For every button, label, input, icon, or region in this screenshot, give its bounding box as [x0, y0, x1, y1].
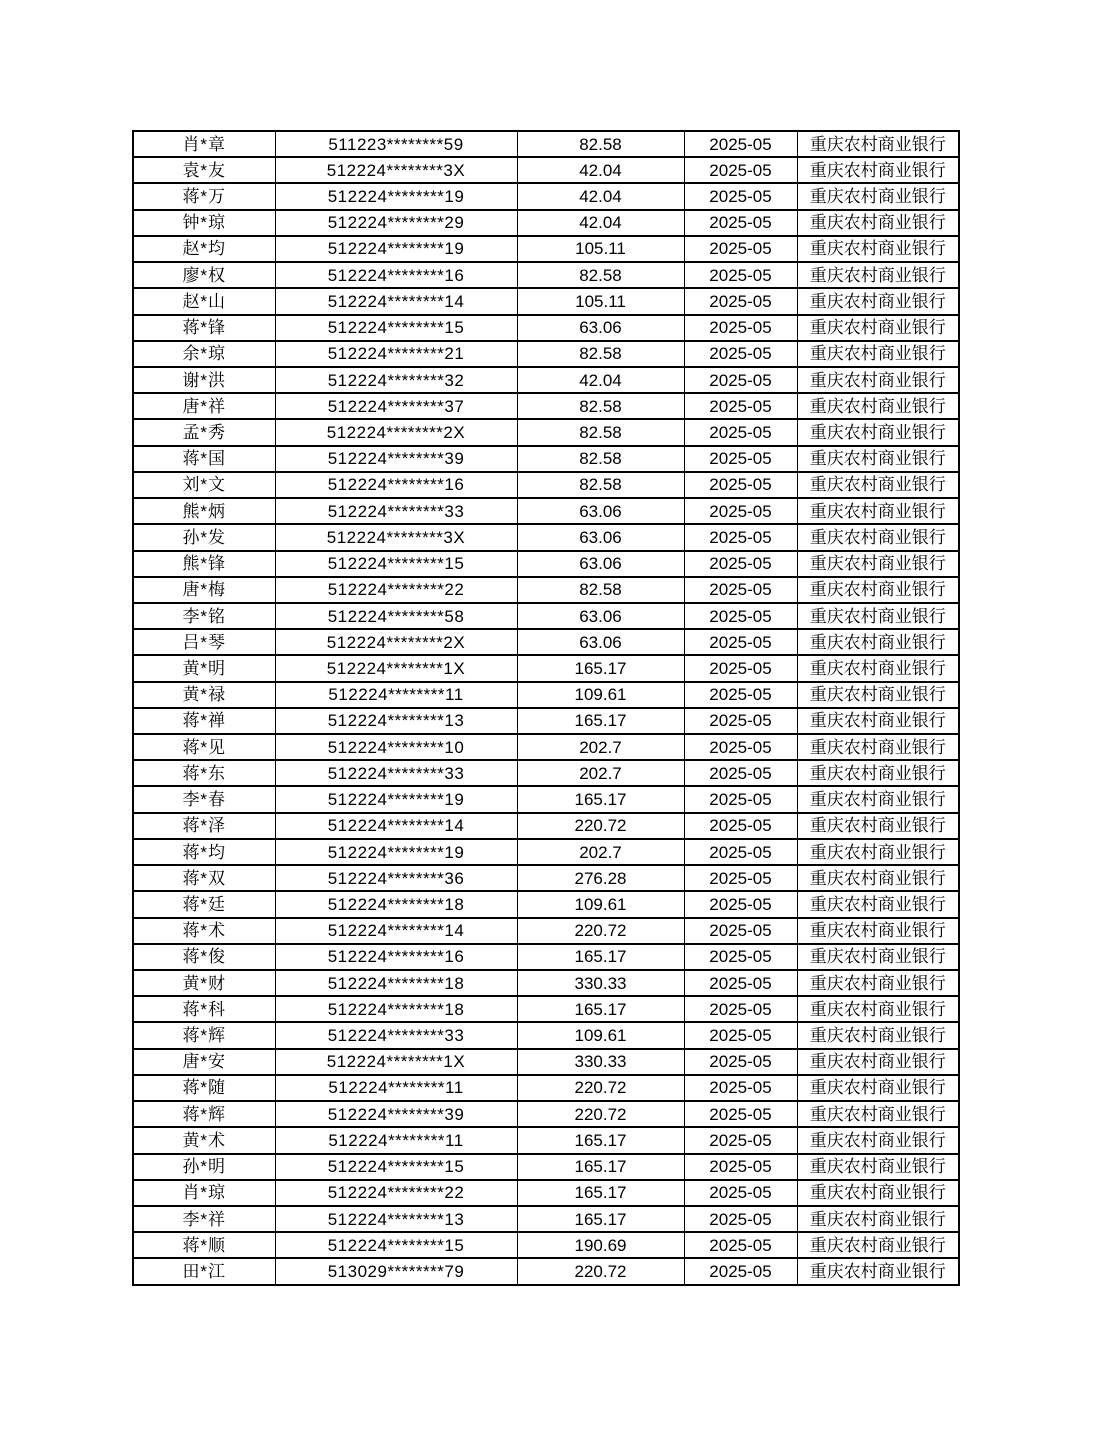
- month-cell: 2025-05: [684, 996, 797, 1022]
- month-cell: 2025-05: [684, 1258, 797, 1285]
- name-cell: 唐*梅: [133, 577, 275, 603]
- table-row: [133, 131, 959, 157]
- name-cell: 蒋*禅: [133, 708, 275, 734]
- amount-cell: 165.17: [517, 708, 684, 734]
- bank-cell: 重庆农村商业银行: [797, 918, 959, 944]
- month-cell: 2025-05: [684, 288, 797, 314]
- id-number-cell: 512224********33: [275, 498, 517, 524]
- id-number-cell: 512224********14: [275, 918, 517, 944]
- bank-cell: 重庆农村商业银行: [797, 1127, 959, 1153]
- amount-cell: 63.06: [517, 315, 684, 341]
- amount-cell: 63.06: [517, 551, 684, 577]
- bank-cell: 重庆农村商业银行: [797, 157, 959, 183]
- table-row: [133, 577, 959, 603]
- name-cell: 李*铭: [133, 603, 275, 629]
- id-number-cell: 512224********33: [275, 760, 517, 786]
- month-cell: 2025-05: [684, 1049, 797, 1075]
- table-row: [133, 210, 959, 236]
- bank-cell: 重庆农村商业银行: [797, 183, 959, 209]
- amount-cell: 330.33: [517, 970, 684, 996]
- bank-cell: 重庆农村商业银行: [797, 708, 959, 734]
- name-cell: 孙*发: [133, 524, 275, 550]
- id-number-cell: 512224********13: [275, 1206, 517, 1232]
- name-cell: 熊*锋: [133, 551, 275, 577]
- id-number-cell: 512224********3X: [275, 157, 517, 183]
- table-row: [133, 1232, 959, 1258]
- month-cell: 2025-05: [684, 524, 797, 550]
- bank-cell: 重庆农村商业银行: [797, 419, 959, 445]
- table-row: [133, 315, 959, 341]
- amount-cell: 165.17: [517, 786, 684, 812]
- bank-cell: 重庆农村商业银行: [797, 446, 959, 472]
- amount-cell: 220.72: [517, 813, 684, 839]
- amount-cell: 276.28: [517, 865, 684, 891]
- amount-cell: 220.72: [517, 1258, 684, 1285]
- month-cell: 2025-05: [684, 1101, 797, 1127]
- name-cell: 余*琼: [133, 341, 275, 367]
- name-cell: 李*祥: [133, 1206, 275, 1232]
- bank-cell: 重庆农村商业银行: [797, 524, 959, 550]
- bank-cell: 重庆农村商业银行: [797, 760, 959, 786]
- id-number-cell: 513029********79: [275, 1258, 517, 1285]
- name-cell: 黄*明: [133, 655, 275, 681]
- amount-cell: 63.06: [517, 603, 684, 629]
- bank-cell: 重庆农村商业银行: [797, 970, 959, 996]
- month-cell: 2025-05: [684, 498, 797, 524]
- month-cell: 2025-05: [684, 1022, 797, 1048]
- month-cell: 2025-05: [684, 629, 797, 655]
- id-number-cell: 512224********15: [275, 551, 517, 577]
- name-cell: 蒋*东: [133, 760, 275, 786]
- id-number-cell: 512224********11: [275, 682, 517, 708]
- amount-cell: 42.04: [517, 210, 684, 236]
- month-cell: 2025-05: [684, 708, 797, 734]
- amount-cell: 165.17: [517, 1127, 684, 1153]
- month-cell: 2025-05: [684, 157, 797, 183]
- name-cell: 李*春: [133, 786, 275, 812]
- month-cell: 2025-05: [684, 236, 797, 262]
- id-number-cell: 512224********15: [275, 315, 517, 341]
- id-number-cell: 512224********58: [275, 603, 517, 629]
- name-cell: 蒋*顺: [133, 1232, 275, 1258]
- table-row: [133, 603, 959, 629]
- table-row: [133, 183, 959, 209]
- id-number-cell: 512224********32: [275, 367, 517, 393]
- table-row: [133, 419, 959, 445]
- bank-cell: 重庆农村商业银行: [797, 944, 959, 970]
- name-cell: 蒋*俊: [133, 944, 275, 970]
- name-cell: 蒋*锋: [133, 315, 275, 341]
- amount-cell: 330.33: [517, 1049, 684, 1075]
- name-cell: 黄*禄: [133, 682, 275, 708]
- table-row: [133, 996, 959, 1022]
- bank-cell: 重庆农村商业银行: [797, 839, 959, 865]
- month-cell: 2025-05: [684, 1180, 797, 1206]
- table-row: [133, 970, 959, 996]
- month-cell: 2025-05: [684, 865, 797, 891]
- id-number-cell: 512224********19: [275, 236, 517, 262]
- table-row: [133, 1154, 959, 1180]
- name-cell: 钟*琼: [133, 210, 275, 236]
- table-row: [133, 891, 959, 917]
- month-cell: 2025-05: [684, 446, 797, 472]
- id-number-cell: 512224********18: [275, 891, 517, 917]
- month-cell: 2025-05: [684, 603, 797, 629]
- amount-cell: 105.11: [517, 288, 684, 314]
- month-cell: 2025-05: [684, 760, 797, 786]
- month-cell: 2025-05: [684, 341, 797, 367]
- amount-cell: 82.58: [517, 131, 684, 157]
- name-cell: 黄*术: [133, 1127, 275, 1153]
- amount-cell: 165.17: [517, 1154, 684, 1180]
- table-row: [133, 1022, 959, 1048]
- bank-cell: 重庆农村商业银行: [797, 498, 959, 524]
- bank-cell: 重庆农村商业银行: [797, 577, 959, 603]
- table-row: [133, 682, 959, 708]
- name-cell: 蒋*辉: [133, 1022, 275, 1048]
- name-cell: 刘*文: [133, 472, 275, 498]
- name-cell: 唐*祥: [133, 393, 275, 419]
- bank-cell: 重庆农村商业银行: [797, 786, 959, 812]
- table-row: [133, 472, 959, 498]
- amount-cell: 63.06: [517, 629, 684, 655]
- month-cell: 2025-05: [684, 393, 797, 419]
- name-cell: 蒋*国: [133, 446, 275, 472]
- month-cell: 2025-05: [684, 262, 797, 288]
- id-number-cell: 512224********37: [275, 393, 517, 419]
- amount-cell: 202.7: [517, 760, 684, 786]
- id-number-cell: 512224********18: [275, 996, 517, 1022]
- bank-cell: 重庆农村商业银行: [797, 393, 959, 419]
- month-cell: 2025-05: [684, 472, 797, 498]
- month-cell: 2025-05: [684, 131, 797, 157]
- name-cell: 孟*秀: [133, 419, 275, 445]
- bank-cell: 重庆农村商业银行: [797, 1022, 959, 1048]
- month-cell: 2025-05: [684, 1075, 797, 1101]
- table-row: [133, 262, 959, 288]
- table-row: [133, 341, 959, 367]
- name-cell: 蒋*泽: [133, 813, 275, 839]
- table-row: [133, 1127, 959, 1153]
- amount-cell: 165.17: [517, 1180, 684, 1206]
- name-cell: 赵*均: [133, 236, 275, 262]
- table-row: [133, 918, 959, 944]
- table-row: [133, 1258, 959, 1285]
- bank-cell: 重庆农村商业银行: [797, 341, 959, 367]
- id-number-cell: 512224********1X: [275, 655, 517, 681]
- month-cell: 2025-05: [684, 577, 797, 603]
- id-number-cell: 512224********33: [275, 1022, 517, 1048]
- id-number-cell: 512224********19: [275, 786, 517, 812]
- id-number-cell: 512224********18: [275, 970, 517, 996]
- name-cell: 黄*财: [133, 970, 275, 996]
- bank-cell: 重庆农村商业银行: [797, 891, 959, 917]
- id-number-cell: 512224********11: [275, 1127, 517, 1153]
- name-cell: 蒋*均: [133, 839, 275, 865]
- id-number-cell: 512224********2X: [275, 629, 517, 655]
- amount-cell: 220.72: [517, 1101, 684, 1127]
- id-number-cell: 512224********15: [275, 1232, 517, 1258]
- month-cell: 2025-05: [684, 551, 797, 577]
- id-number-cell: 512224********16: [275, 944, 517, 970]
- bank-cell: 重庆农村商业银行: [797, 1075, 959, 1101]
- bank-cell: 重庆农村商业银行: [797, 1049, 959, 1075]
- month-cell: 2025-05: [684, 315, 797, 341]
- table-row: [133, 393, 959, 419]
- amount-cell: 105.11: [517, 236, 684, 262]
- table-row: [133, 498, 959, 524]
- table-row: [133, 944, 959, 970]
- table-row: [133, 786, 959, 812]
- bank-cell: 重庆农村商业银行: [797, 1232, 959, 1258]
- bank-cell: 重庆农村商业银行: [797, 813, 959, 839]
- table-row: [133, 288, 959, 314]
- id-number-cell: 512224********14: [275, 288, 517, 314]
- month-cell: 2025-05: [684, 682, 797, 708]
- table-row: [133, 1049, 959, 1075]
- id-number-cell: 512224********11: [275, 1075, 517, 1101]
- amount-cell: 42.04: [517, 183, 684, 209]
- table-row: [133, 1206, 959, 1232]
- id-number-cell: 512224********22: [275, 577, 517, 603]
- month-cell: 2025-05: [684, 839, 797, 865]
- bank-cell: 重庆农村商业银行: [797, 1101, 959, 1127]
- table-row: [133, 1180, 959, 1206]
- name-cell: 唐*安: [133, 1049, 275, 1075]
- name-cell: 肖*章: [133, 131, 275, 157]
- name-cell: 蒋*术: [133, 918, 275, 944]
- name-cell: 袁*友: [133, 157, 275, 183]
- bank-cell: 重庆农村商业银行: [797, 603, 959, 629]
- bank-cell: 重庆农村商业银行: [797, 1180, 959, 1206]
- bank-cell: 重庆农村商业银行: [797, 629, 959, 655]
- bank-cell: 重庆农村商业银行: [797, 315, 959, 341]
- table-row: [133, 629, 959, 655]
- id-number-cell: 512224********1X: [275, 1049, 517, 1075]
- month-cell: 2025-05: [684, 813, 797, 839]
- month-cell: 2025-05: [684, 918, 797, 944]
- bank-cell: 重庆农村商业银行: [797, 682, 959, 708]
- amount-cell: 202.7: [517, 839, 684, 865]
- bank-cell: 重庆农村商业银行: [797, 262, 959, 288]
- amount-cell: 63.06: [517, 498, 684, 524]
- name-cell: 赵*山: [133, 288, 275, 314]
- month-cell: 2025-05: [684, 970, 797, 996]
- bank-cell: 重庆农村商业银行: [797, 131, 959, 157]
- bank-cell: 重庆农村商业银行: [797, 1206, 959, 1232]
- amount-cell: 165.17: [517, 996, 684, 1022]
- amount-cell: 82.58: [517, 577, 684, 603]
- month-cell: 2025-05: [684, 1127, 797, 1153]
- id-number-cell: 512224********3X: [275, 524, 517, 550]
- id-number-cell: 512224********22: [275, 1180, 517, 1206]
- id-number-cell: 512224********39: [275, 446, 517, 472]
- table-row: [133, 655, 959, 681]
- amount-cell: 220.72: [517, 918, 684, 944]
- bank-cell: 重庆农村商业银行: [797, 288, 959, 314]
- name-cell: 吕*琴: [133, 629, 275, 655]
- bank-cell: 重庆农村商业银行: [797, 210, 959, 236]
- table-row: [133, 551, 959, 577]
- id-number-cell: 512224********29: [275, 210, 517, 236]
- month-cell: 2025-05: [684, 1206, 797, 1232]
- id-number-cell: 512224********13: [275, 708, 517, 734]
- id-number-cell: 512224********21: [275, 341, 517, 367]
- name-cell: 田*江: [133, 1258, 275, 1285]
- name-cell: 肖*琼: [133, 1180, 275, 1206]
- month-cell: 2025-05: [684, 210, 797, 236]
- month-cell: 2025-05: [684, 1232, 797, 1258]
- id-number-cell: 512224********2X: [275, 419, 517, 445]
- name-cell: 蒋*辉: [133, 1101, 275, 1127]
- amount-cell: 42.04: [517, 367, 684, 393]
- amount-cell: 109.61: [517, 1022, 684, 1048]
- amount-cell: 165.17: [517, 1206, 684, 1232]
- id-number-cell: 512224********15: [275, 1154, 517, 1180]
- bank-cell: 重庆农村商业银行: [797, 551, 959, 577]
- amount-cell: 82.58: [517, 393, 684, 419]
- month-cell: 2025-05: [684, 183, 797, 209]
- month-cell: 2025-05: [684, 734, 797, 760]
- bank-cell: 重庆农村商业银行: [797, 734, 959, 760]
- table-row: [133, 708, 959, 734]
- table-row: [133, 865, 959, 891]
- amount-cell: 109.61: [517, 891, 684, 917]
- table-row: [133, 446, 959, 472]
- amount-cell: 190.69: [517, 1232, 684, 1258]
- id-number-cell: 512224********39: [275, 1101, 517, 1127]
- amount-cell: 165.17: [517, 944, 684, 970]
- amount-cell: 109.61: [517, 682, 684, 708]
- name-cell: 廖*权: [133, 262, 275, 288]
- amount-cell: 82.58: [517, 472, 684, 498]
- bank-cell: 重庆农村商业银行: [797, 865, 959, 891]
- table-row: [133, 734, 959, 760]
- table-row: [133, 236, 959, 262]
- month-cell: 2025-05: [684, 1154, 797, 1180]
- name-cell: 蒋*科: [133, 996, 275, 1022]
- id-number-cell: 512224********19: [275, 183, 517, 209]
- table-row: [133, 524, 959, 550]
- id-number-cell: 512224********19: [275, 839, 517, 865]
- table-row: [133, 367, 959, 393]
- id-number-cell: 512224********16: [275, 262, 517, 288]
- name-cell: 熊*炳: [133, 498, 275, 524]
- table-row: [133, 1101, 959, 1127]
- amount-cell: 82.58: [517, 341, 684, 367]
- table-row: [133, 1075, 959, 1101]
- bank-cell: 重庆农村商业银行: [797, 1258, 959, 1285]
- name-cell: 蒋*随: [133, 1075, 275, 1101]
- id-number-cell: 512224********10: [275, 734, 517, 760]
- id-number-cell: 512224********36: [275, 865, 517, 891]
- month-cell: 2025-05: [684, 944, 797, 970]
- bank-cell: 重庆农村商业银行: [797, 655, 959, 681]
- bank-cell: 重庆农村商业银行: [797, 996, 959, 1022]
- id-number-cell: 512224********14: [275, 813, 517, 839]
- amount-cell: 63.06: [517, 524, 684, 550]
- payment-table: [132, 130, 960, 1286]
- bank-cell: 重庆农村商业银行: [797, 367, 959, 393]
- table-row: [133, 839, 959, 865]
- month-cell: 2025-05: [684, 419, 797, 445]
- table-row: [133, 157, 959, 183]
- amount-cell: 165.17: [517, 655, 684, 681]
- amount-cell: 82.58: [517, 262, 684, 288]
- amount-cell: 42.04: [517, 157, 684, 183]
- bank-cell: 重庆农村商业银行: [797, 236, 959, 262]
- name-cell: 蒋*双: [133, 865, 275, 891]
- bank-cell: 重庆农村商业银行: [797, 472, 959, 498]
- month-cell: 2025-05: [684, 655, 797, 681]
- amount-cell: 202.7: [517, 734, 684, 760]
- amount-cell: 82.58: [517, 419, 684, 445]
- month-cell: 2025-05: [684, 786, 797, 812]
- month-cell: 2025-05: [684, 891, 797, 917]
- table-body: [133, 131, 959, 1285]
- id-number-cell: 511223********59: [275, 131, 517, 157]
- name-cell: 蒋*廷: [133, 891, 275, 917]
- id-number-cell: 512224********16: [275, 472, 517, 498]
- name-cell: 孙*明: [133, 1154, 275, 1180]
- table-row: [133, 813, 959, 839]
- amount-cell: 82.58: [517, 446, 684, 472]
- name-cell: 谢*洪: [133, 367, 275, 393]
- month-cell: 2025-05: [684, 367, 797, 393]
- name-cell: 蒋*见: [133, 734, 275, 760]
- amount-cell: 220.72: [517, 1075, 684, 1101]
- bank-cell: 重庆农村商业银行: [797, 1154, 959, 1180]
- name-cell: 蒋*万: [133, 183, 275, 209]
- table-row: [133, 760, 959, 786]
